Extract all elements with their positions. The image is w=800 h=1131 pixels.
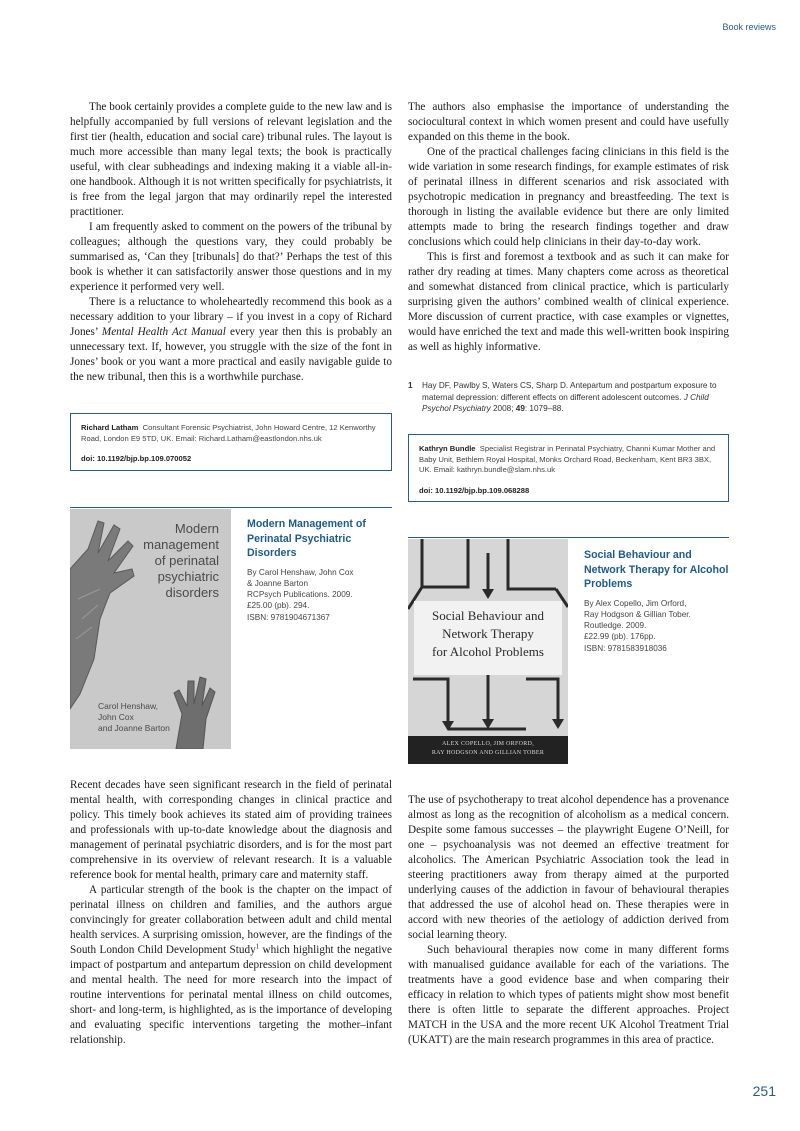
book-cover-perinatal — [70, 509, 231, 749]
reviewer-affiliation: Specialist Registrar in Perinatal Psychiatry, Channi Kumar Mother and Baby Unit, Bethlem Royal Hospital, Monks Orchard Road, Beckenham, Kent BR3 3BX, UK. Email: kathryn.bundle@slam.nhs.uk — [419, 444, 716, 474]
cover-title-line: psychiatric — [157, 569, 219, 584]
cover-title-line: Network Therapy — [442, 626, 534, 641]
review1-p3-text-b: every year then this is probably an unnecessary text. If, however, you struggle with the size of the font in Jones’ book or you want a more practical and easily navigable guide to the new tribunal, then this is a worthwhile purchase. — [70, 326, 392, 383]
section-rule-left — [70, 507, 392, 508]
review2-paragraph-1: The authors also emphasise the importance of understanding the sociocultural context in which women present and could have usefully expanded on this theme in the book. — [408, 101, 729, 143]
book-title: Social Behaviour and Network Therapy for Alcohol Problems — [584, 549, 729, 590]
cover-title-line: Social Behaviour and — [432, 608, 544, 623]
review-alcohol-body — [408, 793, 729, 1048]
reference-pages: : 1079–88. — [524, 404, 564, 413]
reference-entry — [408, 380, 729, 415]
running-head: Book reviews — [722, 22, 776, 32]
citation-superscript[interactable]: 1 — [255, 942, 260, 951]
reference-authors-title: Hay DF, Pawlby S, Waters CS, Sharp D. Antepartum and postpartum exposure to maternal depression: different effects on different adolescent outcomes. — [422, 381, 717, 402]
reference-year: 2008; — [490, 404, 516, 413]
cover-title — [414, 607, 562, 661]
cover-authors — [408, 740, 568, 758]
cover-title-line: disorders — [165, 585, 219, 600]
reference-journal: J Child Psychol Psychiatry — [422, 392, 709, 413]
book-publisher: RCPsych Publications. 2009. — [247, 590, 353, 600]
book-price: £22.99 (pb). 176pp. — [584, 632, 656, 642]
cover-author-line: and Joanne Barton — [98, 723, 170, 733]
book-isbn: ISBN: 9781904671367 — [247, 612, 330, 622]
reviewer-box-latham — [70, 413, 392, 471]
book-authors-1: By Alex Copello, Jim Orford, — [584, 598, 687, 608]
book-title: Modern Management of Perinatal Psychiatric Disorders — [247, 518, 366, 559]
book-price: £25.00 (pb). 294. — [247, 601, 310, 611]
book-authors-2: & Joanne Barton — [247, 578, 308, 588]
reference-volume: 49 — [515, 404, 525, 413]
review-alcohol-paragraph-2: Such behavioural therapies now come in many different forms with manualised guidance available for each of the variations. The treatments have a good evidence base and when comparing their efficacy in relation to which types of patients might show most benefit there is often little to separate the different approaches. Project MATCH in the USA and the more recent UK Alcohol Treatment Trial (UKATT) are the main research programmes in this area of practice. — [408, 944, 729, 1046]
cover-title-line: of perinatal — [154, 553, 219, 568]
section-rule-right — [408, 537, 729, 538]
cover-author-line: Carol Henshaw, — [98, 701, 159, 711]
cover-title-line: management — [143, 537, 219, 552]
reviewer-credit — [419, 444, 718, 476]
review2-paragraph-3: This is first and foremost a textbook and as such it can make for rather dry reading at times. Many chapters come across as theoretical and somewhat distanced from clinical practice, which is particularly surprising given the authors’ combined wealth of clinical experience. More discussion of current practice, with case examples or vignettes, would have enriched the text and made this well-written book inspiring as well as highly informative. — [408, 251, 729, 353]
book-cover-alcohol — [408, 539, 568, 764]
review1-paragraph-3 — [70, 295, 392, 385]
page-number: 251 — [752, 1083, 776, 1099]
book-authors-2: Ray Hodgson & Gillian Tober. — [584, 609, 691, 619]
review1-paragraph-1: The book certainly provides a complete guide to the new law and is helpfully accompanied by full versions of relevant legislation and the first tier (health, education and social care) tribunal rules. The layout is much more accessible than many legal texts; the book is practically useful, with clear subheadings and indexing making it a viable all-in-one handbook. Although it is not written specifically for psychiatrists, it is free from the legal jargon that may ordinarily repel the interested practitioner. — [70, 101, 392, 218]
review-perinatal-paragraph-2 — [70, 883, 392, 1048]
review-alcohol-paragraph-1: The use of psychotherapy to treat alcohol dependence has a provenance almost as long as the recognition of alcoholism as a medical concern. Despite some famous successes – the playwright Eugene O’Neill, for one – psychoanalysis was not deemed an effective treatment for alcoholics. The American Psychiatric Association took the lead in steering practitioners away from therapy aimed at the purported underlying causes of the addiction in favour of behavioural therapies that addressed the use of alcohol head on. These therapies were in accord with new theories of the aetiology of addiction derived from social learning theory. — [408, 794, 729, 941]
review1-body — [70, 100, 392, 385]
book-isbn: ISBN: 9781583918036 — [584, 643, 667, 653]
review2-paragraph-2: One of the practical challenges facing clinicians in this field is the wide variation in some research findings, for example estimates of risk of perinatal illness in different scenarios and risk associated with psychotropic medication in pregnancy and breastfeeding. The text is thorough in listing the available evidence but there are only limited attempts made to bring the research findings together and draw conclusions which could help clinicians in their day-to-day work. — [408, 146, 729, 248]
reviewer-affiliation: Consultant Forensic Psychiatrist, John Howard Centre, 12 Kenworthy Road, London E9 5TD, UK. Email: Richard.Latham@eastlondon.nhs.uk — [81, 423, 376, 443]
reviewer-name: Richard Latham — [81, 423, 139, 432]
book-authors-1: By Carol Henshaw, John Cox — [247, 567, 354, 577]
review1-p3-book-title: Mental Health Act Manual — [101, 326, 226, 338]
reference-number: 1 — [408, 381, 413, 390]
cover-author-line: RAY HODGSON AND GILLIAN TOBER — [431, 750, 545, 756]
review1-paragraph-2: I am frequently asked to comment on the powers of the tribunal by colleagues; although the questions vary, they could probably be summarised as, ‘Can they [tribunals] do that?’ Perhaps the test of this book is whether it can satisfactorily answer those questions and in my experience it performed very well. — [70, 221, 392, 293]
reviewer-name: Kathryn Bundle — [419, 444, 476, 453]
book-info-perinatal — [247, 517, 392, 623]
reference-list — [408, 380, 729, 415]
review-perinatal-p2-text-b: which highlight the negative impact of postpartum and antepartum depression on child development and mental health. The need for more research into the impact of routine interventions for perinatal mental illness on child outcomes, short- and long-term, is highlighted, as is the importance of developing and evaluating specific interventions targeting the mother–infant relationship. — [70, 944, 392, 1046]
review2-body — [408, 100, 729, 355]
cover-author-line: John Cox — [98, 712, 134, 722]
reviewer-box-bundle — [408, 434, 729, 502]
cover-authors — [98, 701, 170, 734]
cover-author-line: ALEX COPELLO, JIM ORFORD, — [441, 741, 534, 747]
review-perinatal-body — [70, 778, 392, 1048]
cover-title-line: Modern — [174, 521, 219, 536]
cover-title — [99, 521, 219, 601]
book-publisher: Routledge. 2009. — [584, 621, 647, 631]
review-doi[interactable]: doi: 10.1192/bjp.bp.109.068288 — [419, 485, 530, 495]
reviewer-credit — [81, 423, 381, 444]
review-perinatal-paragraph-1: Recent decades have seen significant research in the field of perinatal mental health, with corresponding changes in clinical practice and policy. This timely book achieves its stated aim of providing trainees and professionals with up-to-date knowledge about the diagnosis and management of perinatal psychiatric disorders, and is for the most part comprehensive in its overview of relevant research. It is a valuable reference book for mental health, primary care and maternity staff. — [70, 779, 392, 881]
cover-title-line: for Alcohol Problems — [432, 644, 544, 659]
review-perinatal-p2-text-a: A particular strength of the book is the chapter on the impact of perinatal illness on children and families, and the authors argue convincingly for greater collaboration between adult and child mental health services. A surprising omission, however, are the findings of the South London Child Development Study — [70, 884, 392, 956]
book-info-alcohol — [584, 548, 729, 654]
review-doi[interactable]: doi: 10.1192/bjp.bp.109.070052 — [81, 454, 192, 463]
review1-p3-text-a: There is a reluctance to wholeheartedly recommend this book as a necessary addition to your library – if you invest in a copy of Richard Jones’ — [70, 296, 392, 338]
